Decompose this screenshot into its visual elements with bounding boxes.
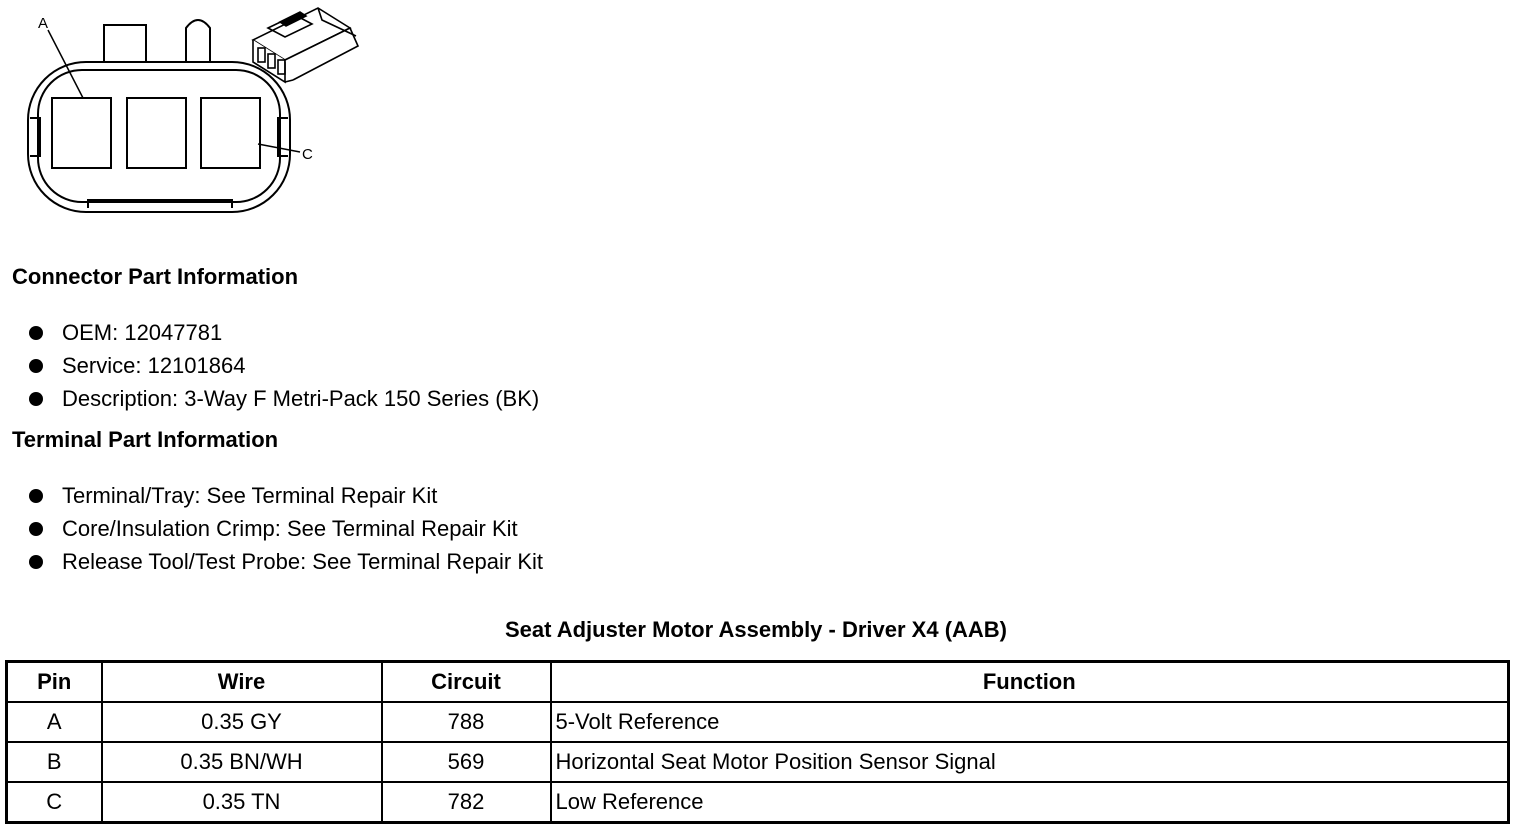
cell-wire: 0.35 TN: [102, 782, 382, 823]
connector-isometric-icon: [253, 8, 358, 82]
list-item-text: Release Tool/Test Probe: See Terminal Repair Kit: [62, 549, 543, 574]
terminal-part-info-heading: Terminal Part Information: [12, 427, 279, 452]
cell-function: Horizontal Seat Motor Position Sensor Signal: [551, 742, 1509, 782]
cell-wire: 0.35 BN/WH: [102, 742, 382, 782]
bullet-icon: [29, 489, 43, 503]
pin-function-table: [5, 660, 1510, 824]
list-item-text: Terminal/Tray: See Terminal Repair Kit: [62, 483, 438, 508]
terminal-part-info-list: [0, 479, 543, 578]
table-row: [7, 782, 1509, 823]
connector-outer-body: [28, 62, 290, 212]
list-item: [0, 545, 543, 578]
cell-circuit: 569: [382, 742, 551, 782]
list-item-text: Service: 12101864: [62, 353, 246, 378]
connector-part-info-list: [0, 316, 539, 415]
header-pin: Pin: [7, 662, 102, 703]
bullet-icon: [29, 392, 43, 406]
connector-face-diagram: [0, 0, 380, 225]
list-item: [0, 479, 543, 512]
table-title: Seat Adjuster Motor Assembly - Driver X4 (AAB): [504, 617, 1008, 642]
table-header-row: [7, 662, 1509, 703]
bullet-icon: [29, 522, 43, 536]
bullet-icon: [29, 555, 43, 569]
bullet-icon: [29, 359, 43, 373]
cell-circuit: 782: [382, 782, 551, 823]
list-item: [0, 512, 543, 545]
list-item-text: Core/Insulation Crimp: See Terminal Repair Kit: [62, 516, 518, 541]
header-wire: Wire: [102, 662, 382, 703]
cell-function: 5-Volt Reference: [551, 702, 1509, 742]
cell-pin: A: [7, 702, 102, 742]
cell-circuit: 788: [382, 702, 551, 742]
header-function: Function: [551, 662, 1509, 703]
connector-part-info-heading: Connector Part Information: [12, 264, 299, 289]
list-item-text: Description: 3-Way F Metri-Pack 150 Series (BK): [62, 386, 540, 411]
bullet-icon: [29, 326, 43, 340]
pin-label-c: C: [302, 146, 313, 163]
cell-wire: 0.35 GY: [102, 702, 382, 742]
cell-pin: C: [7, 782, 102, 823]
cell-function: Low Reference: [551, 782, 1509, 823]
list-item: [0, 349, 539, 382]
list-item: [0, 316, 539, 349]
pin-label-a: A: [38, 15, 49, 32]
list-item: [0, 382, 539, 415]
cell-pin: B: [7, 742, 102, 782]
table-row: [7, 742, 1509, 782]
list-item-text: OEM: 12047781: [62, 320, 223, 345]
table-row: [7, 702, 1509, 742]
header-circuit: Circuit: [382, 662, 551, 703]
